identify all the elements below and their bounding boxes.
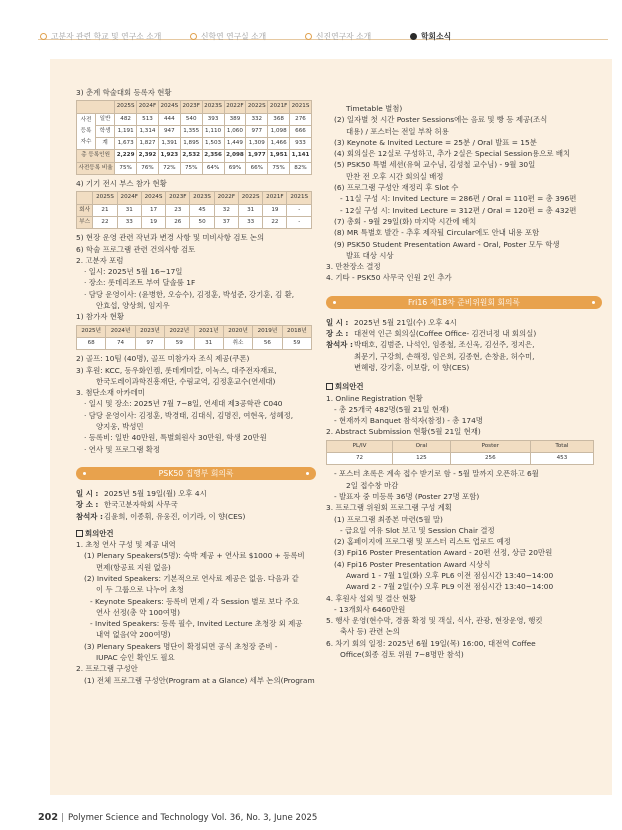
table-cell: 31 — [238, 204, 262, 216]
list-item: (8) MR 특별호 발간 - 추후 제작될 Circular에도 안내 내용 포함 — [334, 228, 540, 238]
table-header-cell — [77, 101, 115, 113]
table-cell: 19 — [263, 204, 287, 216]
table-cell: 72 — [327, 453, 393, 465]
table-cell: 368 — [268, 113, 290, 125]
table-cell: 19 — [141, 216, 165, 228]
table-cell: 947 — [158, 125, 180, 137]
list-item: (1) 프로그램 최종본 마련(5월 말) — [334, 514, 443, 524]
forum-attendance-table — [76, 325, 312, 351]
nav-item-label: 신학연 연구실 소개 — [201, 32, 267, 41]
list-item: 6. 차기 회의 일정: 2025년 6월 19일(목) 16:00, 대전역 Coffee — [326, 638, 536, 648]
table-header-cell: 2022F — [214, 192, 238, 204]
table-cell: 97 — [135, 337, 164, 349]
table-header-cell: 2019년 — [253, 325, 282, 337]
table-header-cell: 2023F — [180, 101, 202, 113]
table-group-cell: 사전등록자수 — [77, 113, 96, 150]
table-cell: 75% — [115, 162, 137, 174]
booth-table — [76, 191, 312, 229]
table-cell: - — [287, 216, 312, 228]
table-cell: 666 — [290, 125, 312, 137]
table-header-cell: 2023년 — [135, 325, 164, 337]
table-cell: 2,392 — [137, 150, 159, 162]
list-item: Office(회종 검토 위원 7~8명만 참석) — [340, 650, 464, 660]
table-cell: 2,356 — [202, 150, 224, 162]
list-item: (7) 총회 - 9월 29일(화) 마지막 시간에 배치 — [334, 216, 477, 226]
agenda-title: 회의안건 — [85, 528, 114, 538]
table-cell: 1,503 — [202, 138, 224, 150]
academy-item: · 연사 및 프로그램 확정 — [84, 444, 161, 454]
table-cell: 933 — [290, 138, 312, 150]
list-item: - 12실 구성 시: Invited Lecture = 312편 / Oral = 120편 = 총 432편 — [340, 205, 577, 215]
table-header-cell: 2021S — [290, 101, 312, 113]
table-header-cell: Poster — [450, 440, 530, 452]
table-cell: 66% — [246, 162, 268, 174]
table-cell: 1,355 — [180, 125, 202, 137]
academy-item: · 등록비: 일반 40만원, 특별회원사 30만원, 학생 20만원 — [84, 433, 267, 443]
meta-label: 일 시 : — [76, 488, 99, 498]
list-item: - 총 25개국 482명(5월 21일 현재) — [334, 404, 449, 414]
list-item: (6) 프로그램 구성안 재정리 후 Slot 수 — [334, 183, 459, 193]
nav-dot-icon — [305, 33, 312, 40]
right-column — [326, 103, 602, 660]
left-column — [76, 87, 316, 686]
table-cell: 59 — [282, 337, 311, 349]
table-header-cell: 2022년 — [165, 325, 194, 337]
list-item: 만찬 전 오후 시간 회의실 배정 — [346, 171, 444, 181]
list-item: IUPAC 승인 확인도 필요 — [96, 653, 175, 663]
meta-value: 김윤희, 이종휘, 유웅진, 이기라, 이 향(CES) — [104, 511, 246, 521]
table-header-cell: 2021S — [287, 192, 312, 204]
meta-value: 대전역 인근 회의실(Coffee Office- 김건녀정 내 회의실) — [354, 329, 537, 339]
academy-item: · 담당 운영이사: 김정훈, 박경태, 김대식, 김명진, 여현욱, 성혜정, — [84, 410, 294, 420]
agenda-list — [326, 468, 602, 660]
agenda-heading — [326, 381, 602, 392]
table-row-label: 학생 — [96, 125, 115, 137]
table-cell: 1,060 — [224, 125, 246, 137]
table-cell: 2,229 — [115, 150, 137, 162]
table-header-cell — [77, 192, 93, 204]
list-item: 2. 프로그램 구성안 — [76, 664, 138, 674]
table-cell: 1,309 — [246, 138, 268, 150]
table-cell: 1,098 — [268, 125, 290, 137]
list-item: 2일 접수창 마감 — [346, 480, 399, 490]
list-item: 발표 대상 시상 — [346, 250, 394, 260]
table-cell: 31 — [194, 337, 223, 349]
table-cell: 취소 — [223, 337, 252, 349]
table-cell: 32 — [214, 204, 238, 216]
checkbox-square-icon — [76, 530, 83, 537]
table-cell: 45 — [190, 204, 214, 216]
meta-label: 장 소 : — [326, 329, 349, 339]
table-cell: 1,951 — [268, 150, 290, 162]
table-cell: 393 — [202, 113, 224, 125]
list-item: 내역 없음(약 200여명) — [96, 630, 171, 640]
agenda-heading — [76, 528, 316, 539]
meeting-meta — [76, 499, 316, 510]
list-item: 3. 만찬장소 결정 — [326, 262, 381, 272]
section-item: 3) 후원: KCC, 동우화인켐, 롯데케미칼, 이녹스, 대주전자재료, — [76, 365, 277, 375]
list-item: - Keynote Speakers: 등록비 면제 / 각 Session 별로 보다 주요 — [90, 596, 299, 606]
list-item: 이 두 그룹으로 나누어 초청 — [96, 585, 184, 595]
meta-label: 참석자 : — [76, 511, 103, 521]
table-cell: 26 — [166, 216, 190, 228]
meeting-meta — [76, 488, 316, 499]
nav-dot-icon — [190, 33, 197, 40]
list-item: (2) 홈페이지에 프로그램 및 포스터 리스트 업로드 예정 — [334, 537, 511, 547]
list-item: (4) 회의실은 12실로 구성하고, 추가 2실은 Special Session용으로 배치 — [334, 149, 571, 159]
section-item: 한국도레이과학진흥재단, 수림교역, 김정훈교수(연세대) — [96, 376, 276, 386]
table-header-cell: 2020년 — [223, 325, 252, 337]
list-item: 5. 행사 운영(현수막, 경품 확정 및 객실, 식사, 관광, 현장운영, 행킷 — [326, 616, 543, 626]
table-cell: 2,098 — [224, 150, 246, 162]
meeting-meta — [326, 328, 602, 339]
list-item: Award 2 - 7월 2일(수) 오후 PL9 이전 점심시간 13:40~14:00 — [346, 582, 554, 592]
list-item: 4. 후원사 섭외 및 결산 현황 — [326, 593, 417, 603]
footer-divider — [62, 813, 63, 822]
list-item: 대용) / 포스터는 전일 부착 허용 — [346, 126, 449, 136]
table-cell: 1,449 — [224, 138, 246, 150]
table-row-label: 계 — [96, 138, 115, 150]
table-cell: 69% — [224, 162, 246, 174]
section-item: 5) 현장 운영 관련 작년과 변경 사항 및 미비사항 검토 논의 — [76, 233, 265, 243]
meta-value: 2025년 5월 19일(월) 오후 4시 — [104, 488, 207, 498]
list-item: 1. Online Registration 현황 — [326, 393, 423, 403]
nav-dot-icon — [40, 33, 47, 40]
table-header-cell: 2021F — [263, 192, 287, 204]
page-footer — [38, 812, 317, 823]
meta-value: 한국고분자학회 사무국 — [104, 500, 178, 510]
table-header-cell: 2018년 — [282, 325, 311, 337]
table-cell: 389 — [224, 113, 246, 125]
nav-item-label: 학회소식 — [421, 32, 452, 41]
table-header-cell: Total — [530, 440, 593, 452]
list-item: Award 1 - 7월 1일(화) 오후 PL6 이전 점심시간 13:40~14:00 — [346, 570, 554, 580]
section-item: 6) 학술 프로그램 관련 건의사항 검토 — [76, 244, 196, 254]
list-item: - 11실 구성 시: Invited Lecture = 286편 / Oral = 110편 = 총 396편 — [340, 194, 577, 204]
section-banner: PSK50 집행부 회의록 — [76, 467, 316, 480]
table-cell: 2,532 — [180, 150, 202, 162]
table-cell: 1,191 — [115, 125, 137, 137]
table-cell: 64% — [202, 162, 224, 174]
table-header-cell: 2025S — [93, 192, 117, 204]
table-cell: 1,673 — [115, 138, 137, 150]
academy-item: · 일시 및 장소: 2025년 7월 7~8일, 연세대 제3공학관 C040 — [84, 399, 283, 409]
section-item: 2) 골프: 10팀 (40명), 골프 미참가자 조식 제공(쿠폰) — [76, 354, 250, 364]
table-cell: 125 — [393, 453, 451, 465]
table-row-label: 총 등록인원 — [77, 150, 115, 162]
top-navigation — [0, 0, 622, 46]
meta-label: 장 소 : — [76, 500, 99, 510]
table-cell: 1,141 — [290, 150, 312, 162]
meta-label: 참석자 : — [326, 340, 353, 350]
nav-item-lab-intro[interactable] — [190, 31, 266, 42]
list-item: 1. 초청 연사 구성 및 제공 내역 — [76, 540, 176, 550]
list-item: - 13개회사 6460만원 — [334, 604, 406, 614]
agenda-list — [76, 539, 316, 686]
forum-item: · 장소: 롯데리조트 부여 달솔룸 1F — [84, 278, 196, 288]
table-cell: 72% — [158, 162, 180, 174]
list-item: (2) 일자별 첫 시간 Poster Sessions에는 음료 및 빵 등 제공(조식 — [334, 115, 548, 125]
table-header-cell: 2024년 — [106, 325, 135, 337]
list-item: (1) Plenary Speakers(5명): 숙박 제공 + 연사료 $1000 + 등록비 — [84, 551, 305, 561]
table-cell: 76% — [137, 162, 159, 174]
list-item: 연사 선정(총 약 100여명) — [96, 607, 181, 617]
meta-value: 박태호, 김범준, 나석인, 임종철, 조신욱, 김선주, 정지은, — [354, 340, 535, 350]
forum-item: · 일시: 2025년 5월 16~17일 — [84, 267, 183, 277]
nav-item-school-intro[interactable] — [40, 31, 161, 42]
meeting-meta — [326, 351, 602, 362]
table-cell: 75% — [180, 162, 202, 174]
table-header-cell: 2022S — [246, 101, 268, 113]
list-item: (1) 전체 프로그램 구성안(Program at a Glance) 세부 논의(Program — [84, 675, 315, 685]
agenda-list — [326, 103, 602, 284]
table-row-label: 일반 — [96, 113, 115, 125]
table-cell: 256 — [450, 453, 530, 465]
meta-value: 변혜령, 강기훈, 이보람, 이 향(CES) — [354, 362, 470, 372]
journal-info: Polymer Science and Technology Vol. 36, No. 3, June 2025 — [68, 813, 318, 823]
table-cell: 22 — [263, 216, 287, 228]
table-cell: 31 — [117, 204, 141, 216]
meta-label: 일 시 : — [326, 317, 349, 327]
list-item: (4) Fpi16 Poster Presentation Award 시상식 — [334, 559, 491, 569]
agenda-title: 회의안건 — [335, 382, 364, 392]
section-heading: 4) 기기 전시 부스 참가 현황 — [76, 179, 167, 189]
registration-table — [76, 100, 312, 175]
table-header-cell: 2022S — [238, 192, 262, 204]
table-header-cell: 2025S — [115, 101, 137, 113]
meeting-meta — [326, 362, 602, 373]
academy-item: 양지웅, 박성민 — [96, 422, 144, 432]
nav-item-label: 고분자 관련 학교 및 연구소 소개 — [51, 32, 162, 41]
table-header-cell: 2023S — [202, 101, 224, 113]
table-cell: 444 — [158, 113, 180, 125]
list-item: - 발표자 중 미등록 36명 (Poster 27명 포함) — [334, 491, 480, 501]
table-cell: 59 — [165, 337, 194, 349]
table-header-cell: 2024S — [158, 101, 180, 113]
table-cell: 74 — [106, 337, 135, 349]
table-header-cell: 2024F — [137, 101, 159, 113]
table-header-cell: 2023S — [190, 192, 214, 204]
table-cell: 276 — [290, 113, 312, 125]
section-heading: 3) 춘계 학술대회 등록자 현황 — [76, 88, 172, 97]
nav-item-label: 신진연구자 소개 — [316, 32, 372, 41]
list-item: Timetable 별첨) — [346, 104, 403, 113]
list-item: (5) PSK50 특별 세션(유혁 교수님, 김성철 교수님) - 9월 30일 — [334, 160, 536, 170]
table-cell: 37 — [214, 216, 238, 228]
list-item: 축사 등) 관련 논의 — [340, 627, 400, 637]
table-header-cell: PL/IV — [327, 440, 393, 452]
section-item: 1) 참가자 현황 — [76, 312, 124, 322]
table-header-cell: 2022F — [224, 101, 246, 113]
table-cell: 513 — [137, 113, 159, 125]
table-row-label: 부스 — [77, 216, 93, 228]
nav-dot-active-icon — [410, 33, 417, 40]
table-cell: 82% — [290, 162, 312, 174]
list-item: - Invited Speakers: 등록 필수, Invited Lecture 초청장 외 제공 — [90, 619, 303, 629]
table-cell: 68 — [77, 337, 106, 349]
list-item: - 급요일 여유 Slot 보고 및 Session Chair 결정 — [340, 525, 495, 535]
table-row-label: 사전등록 비율 — [77, 162, 115, 174]
table-cell: 33 — [117, 216, 141, 228]
forum-item: 안효섭, 양상희, 임지우 — [96, 301, 170, 311]
table-cell: 1,110 — [202, 125, 224, 137]
meeting-meta — [326, 339, 602, 350]
section-banner: Fri16 제18차 준비위원회 회의록 — [326, 296, 602, 309]
list-item: 2. Abstract Submission 현황(5월 21일 현재) — [326, 427, 481, 437]
meeting-meta — [76, 511, 316, 522]
table-cell: 453 — [530, 453, 593, 465]
table-row-label: 회사 — [77, 204, 93, 216]
table-header-cell: 2021F — [268, 101, 290, 113]
list-item: - 포스터 초록은 계속 접수 받기로 함 - 5월 말까지 오픈하고 6월 — [334, 469, 539, 479]
forum-item: · 담당 운영이사: (윤병한, 오승수), 김정훈, 박성준, 강기훈, 김 환, — [84, 289, 295, 299]
table-cell: 1,827 — [137, 138, 159, 150]
list-item: 면제(항공료 지원 없음) — [96, 562, 171, 572]
nav-item-researcher-intro[interactable] — [305, 31, 371, 42]
abstract-table — [326, 440, 594, 466]
page-number: 202 — [38, 812, 59, 823]
table-cell: 332 — [246, 113, 268, 125]
table-header-cell: 2024F — [117, 192, 141, 204]
table-cell: 17 — [141, 204, 165, 216]
table-cell: - — [287, 204, 312, 216]
table-cell: 977 — [246, 125, 268, 137]
table-cell: 540 — [180, 113, 202, 125]
list-item: 4. 기타 - PSK50 사무국 인원 2인 추가 — [326, 273, 452, 283]
table-cell: 23 — [166, 204, 190, 216]
meta-value: 최문기, 구강희, 손해정, 임은희, 김종현, 손창윤, 허수미, — [354, 351, 535, 361]
table-cell: 50 — [190, 216, 214, 228]
table-cell: 56 — [253, 337, 282, 349]
meeting-meta — [326, 317, 602, 328]
meta-value: 2025년 5월 21일(수) 오후 4시 — [354, 317, 457, 327]
list-item: 3. 프로그램 위원회 프로그램 구성 계획 — [326, 503, 452, 513]
table-cell: 21 — [93, 204, 117, 216]
checkbox-square-icon — [326, 383, 333, 390]
table-header-cell: 2021년 — [194, 325, 223, 337]
section-heading: 2. 고분자 포럼 — [76, 255, 124, 265]
content-panel — [50, 59, 612, 795]
table-header-cell: 2023F — [166, 192, 190, 204]
list-item: - 현재까지 Banquet 참석자(참정) - 총 174명 — [334, 416, 483, 426]
list-item: (2) Invited Speakers: 기본적으로 연사료 제공은 없음. 다음과 같 — [84, 573, 299, 583]
table-cell: 33 — [238, 216, 262, 228]
section-heading: 3. 첨단소재 아카데미 — [76, 388, 145, 398]
table-cell: 1,314 — [137, 125, 159, 137]
table-header-cell: Oral — [393, 440, 451, 452]
agenda-list — [326, 393, 602, 438]
table-cell: 1,895 — [180, 138, 202, 150]
table-header-cell: 2025년 — [77, 325, 106, 337]
table-cell: 482 — [115, 113, 137, 125]
table-cell: 75% — [268, 162, 290, 174]
table-cell: 1,923 — [158, 150, 180, 162]
list-item: (3) Plenary Speakers 명단이 확정되면 공식 초청장 준비 - — [84, 641, 278, 651]
list-item: (3) Keynote & Invited Lecture = 25분 / Oral 발표 = 15분 — [334, 137, 537, 147]
table-header-cell: 2024S — [141, 192, 165, 204]
table-cell: 1,466 — [268, 138, 290, 150]
table-cell: 1,391 — [158, 138, 180, 150]
table-cell: 22 — [93, 216, 117, 228]
list-item: (9) PSK50 Student Presentation Award - Oral, Poster 모두 학생 — [334, 239, 560, 249]
list-item: (3) Fpi16 Poster Presentation Award - 20편 선정, 상금 20만원 — [334, 548, 553, 558]
nav-item-society-news[interactable] — [410, 31, 451, 42]
table-cell: 1,977 — [246, 150, 268, 162]
